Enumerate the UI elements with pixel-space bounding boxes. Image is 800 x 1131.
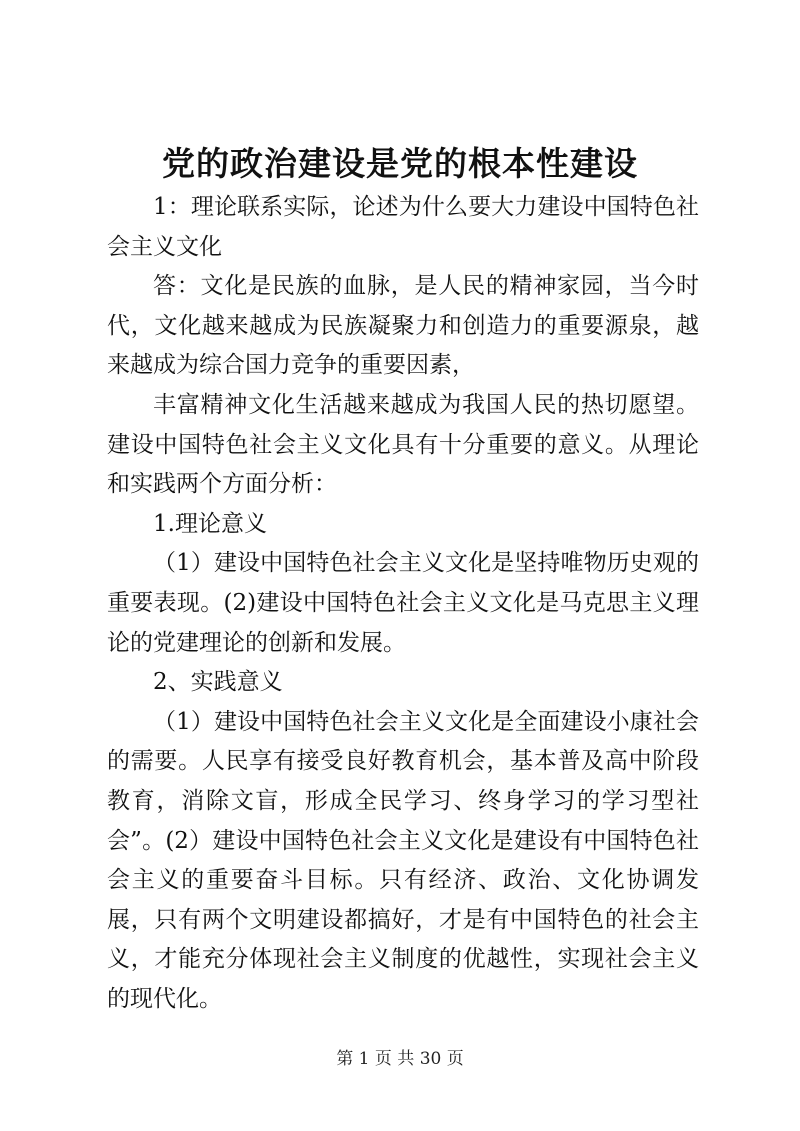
heading-practice-significance: 2、实践意义 [153, 669, 283, 696]
paragraph-question: 1：理论联系实际，论述为什么要大力建设中国特色社会主义文化 [107, 194, 699, 260]
document-body [107, 188, 699, 1019]
paragraph-answer-intro: 答：文化是民族的血脉，是人民的精神家园，当今时代，文化越来越成为民族凝聚力和创造力的重要源泉，越来越成为综合国力竞争的重要因素， [107, 273, 699, 379]
document-title: 党的政治建设是党的根本性建设 [162, 144, 638, 183]
page-number: 第 1 页 共 30 页 [336, 1049, 464, 1069]
paragraph-theory-points: （1）建设中国特色社会主义文化是坚持唯物历史观的重要表现。(2)建设中国特色社会主义文化是马克思主义理论的党建理论的创新和发展。 [107, 550, 699, 656]
paragraph-practice-points: （1）建设中国特色社会主义文化是全面建设小康社会的需要。人民享有接受良好教育机会，基本普及高中阶段教育，消除文盲，形成全民学习、终身学习的学习型社会”。(2）建设中国特色社会主义文化是建设有中国特色社会主义的重要奋斗目标。只有经济、政治、文化协调发展，只有两个文明建设都搞好，才是有中国特色的社会主义，才能充分体现社会主义制度的优越性，实现社会主义的现代化。 [107, 708, 699, 1012]
paragraph-significance: 丰富精神文化生活越来越成为我国人民的热切愿望。建设中国特色社会主义文化具有十分重要的意义。从理论和实践两个方面分析： [107, 391, 699, 498]
heading-theory-significance: 1.理论意义 [153, 510, 267, 537]
